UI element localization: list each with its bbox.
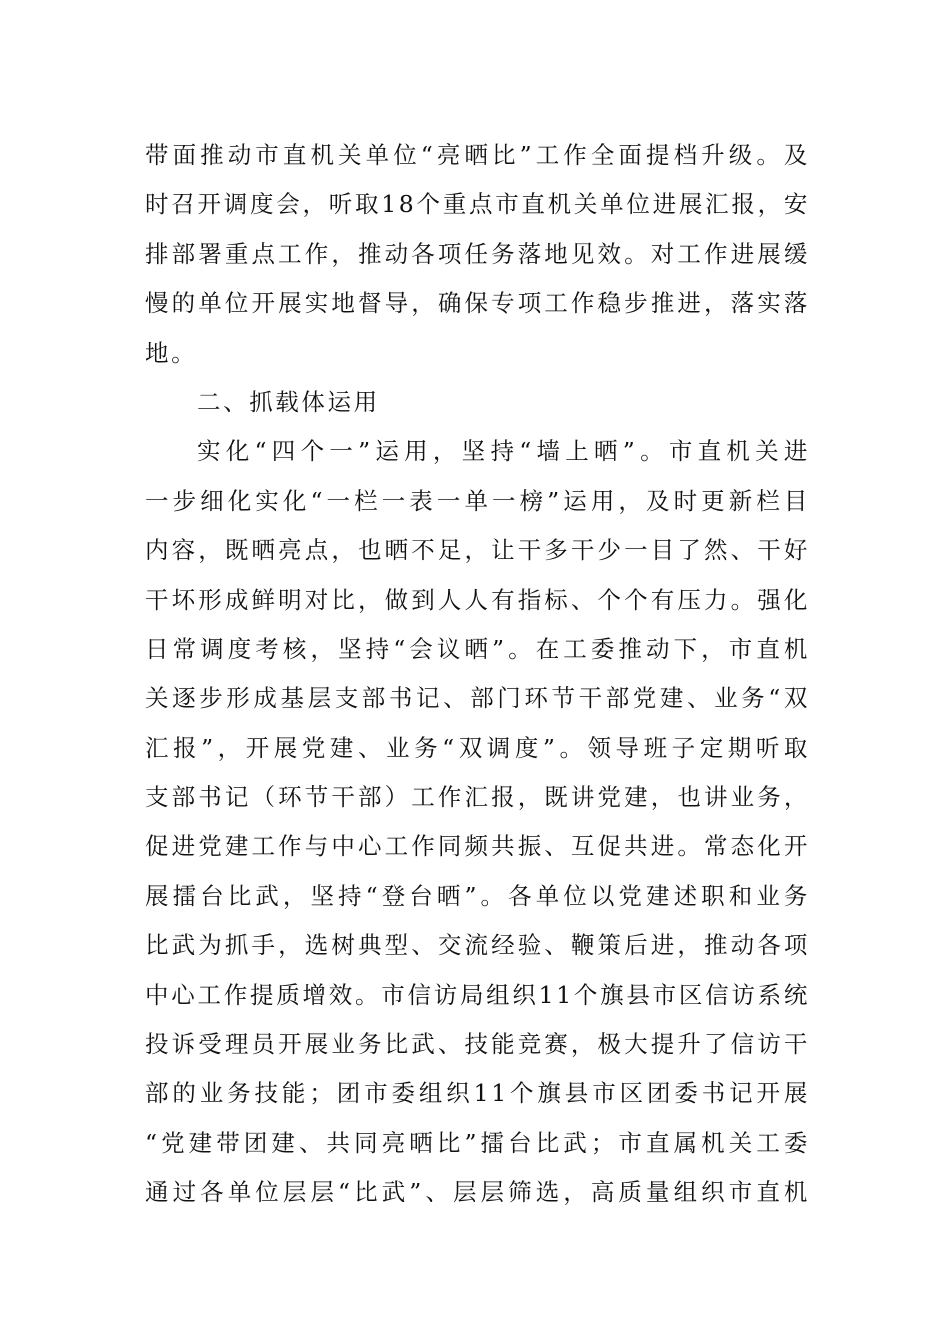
text-line: 带面推动市直机关单位“亮晒比”工作全面提档升级。及 (145, 141, 810, 169)
text-line: 汇报”，开展党建、业务“双调度”。领导班子定期听取 (145, 733, 810, 762)
text-line: 一步细化实化“一栏一表一单一榜”运用，及时更新栏目 (145, 486, 810, 515)
paragraph-2 (145, 427, 810, 1217)
text-line: 中心工作提质增效。市信访局组织11个旗县市区信访系统 (145, 980, 810, 1009)
section-heading: 二、抓载体运用 (197, 387, 380, 416)
text-line: 展擂台比武，坚持“登台晒”。各单位以党建述职和业务 (145, 881, 810, 910)
document-body (145, 131, 810, 1218)
text-line: 关逐步形成基层支部书记、部门环节干部党建、业务“双 (145, 684, 810, 713)
text-line: 部的业务技能；团市委组织11个旗县市区团委书记开展 (145, 1079, 810, 1108)
text-line: 排部署重点工作，推动各项任务落地见效。对工作进展缓 (145, 239, 810, 268)
text-line: 时召开调度会，听取18个重点市直机关单位进展汇报，安 (145, 190, 810, 219)
text-line: 支部书记（环节干部）工作汇报，既讲党建，也讲业务， (145, 783, 810, 812)
text-line: 比武为抓手，选树典型、交流经验、鞭策后进，推动各项 (145, 931, 810, 960)
text-line: “党建带团建、共同亮晒比”擂台比武；市直属机关工委 (145, 1128, 810, 1157)
paragraph-1 (145, 131, 810, 378)
text-line: 促进党建工作与中心工作同频共振、互促共进。常态化开 (145, 832, 810, 861)
text-line: 慢的单位开展实地督导，确保专项工作稳步推进，落实落 (145, 289, 810, 318)
text-line: 地。 (145, 338, 198, 367)
text-line: 通过各单位层层“比武”、层层筛选，高质量组织市直机 (145, 1178, 810, 1207)
text-line: 内容，既晒亮点，也晒不足，让干多干少一目了然、干好 (145, 536, 810, 565)
text-line: 实化“四个一”运用，坚持“墙上晒”。市直机关进 (197, 437, 810, 466)
text-line: 干坏形成鲜明对比，做到人人有指标、个个有压力。强化 (145, 585, 810, 614)
text-line: 投诉受理员开展业务比武、技能竞赛，极大提升了信访干 (145, 1030, 810, 1059)
text-line: 日常调度考核，坚持“会议晒”。在工委推动下，市直机 (145, 634, 810, 663)
